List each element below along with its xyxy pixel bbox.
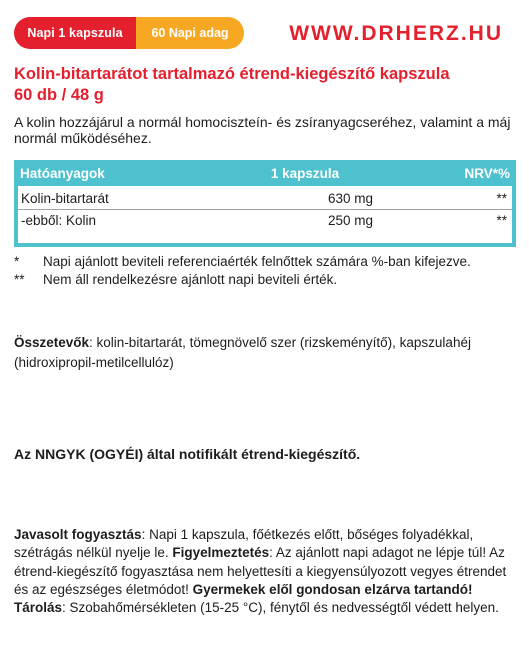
intro-text: A kolin hozzájárul a normál homociszteín- és zsíranyagcseréhez, valamint a máj normál működéséhez. xyxy=(14,114,511,146)
footnote-marker: ** xyxy=(14,272,25,287)
top-bar xyxy=(14,17,515,49)
usage-section xyxy=(14,526,519,617)
footnotes xyxy=(14,253,519,289)
table-row xyxy=(18,188,512,210)
children-warning: Gyermekek elől gondosan elzárva tartandó! xyxy=(192,581,473,597)
row-amount: 250 mg xyxy=(327,213,373,228)
ingredients-text: : kolin-bitartarát, tömegnövelő szer (rizskeményítő), kapszulahéj (hidroxipropil-metilcellulóz) xyxy=(14,335,471,370)
footnote-text: Napi ajánlott beviteli referenciaérték felnőttek számára %-ban kifejezve. xyxy=(43,254,471,269)
nutrition-table xyxy=(14,160,516,247)
dose-badge: Napi 1 kapszula xyxy=(14,17,136,49)
storage-text: : Szobahőmérsékleten (15-25 °C), fénytől és nedvességtől védett helyen. xyxy=(62,600,499,616)
footnote-marker: * xyxy=(14,254,20,269)
product-name: Kolin-bitartarátot tartalmazó étrend-kiegészítő kapszula xyxy=(14,65,450,83)
footnote-text: Nem áll rendelkezésre ajánlott napi beviteli érték. xyxy=(43,272,338,287)
table-row xyxy=(18,210,512,231)
warning-text: : Az ajánlott napi adagot ne lépje túl! Az étrend-kiegészítő fogyasztása nem helyettesíti a kiegyensúlyozott vegyes étrendet és az egészséges életmódot! xyxy=(14,545,507,597)
table-body xyxy=(14,186,516,247)
ingredients-section xyxy=(14,333,519,373)
notification-statement: Az NNGYK (OGYÉI) által notifikált étrend-kiegészítő. xyxy=(14,446,361,462)
header-ingredient: Hatóanyagok xyxy=(20,165,105,181)
row-amount: 630 mg xyxy=(327,191,373,206)
storage-label: Tárolás xyxy=(14,600,63,616)
footnote xyxy=(14,271,519,289)
header-per-capsule: 1 kapszula xyxy=(270,165,340,181)
row-nrv: ** xyxy=(496,191,507,206)
ingredients-label: Összetevők xyxy=(14,335,90,350)
warning-label: Figyelmeztetés xyxy=(172,545,270,561)
dosage-pill xyxy=(14,17,244,49)
days-badge: 60 Napi adag xyxy=(136,17,244,49)
footnote xyxy=(14,253,519,271)
package-size: 60 db / 48 g xyxy=(14,86,104,104)
header-nrv: NRV*% xyxy=(464,165,510,181)
row-name: Kolin-bitartarát xyxy=(21,191,109,206)
usage-text: : Napi 1 kapszula, főétkezés előtt, bőséges folyadékkal, szétrágás nélkül nyelje le. xyxy=(14,527,474,561)
product-title xyxy=(14,64,519,106)
table-header xyxy=(14,160,516,186)
usage-label: Javasolt fogyasztás xyxy=(14,527,142,542)
row-name: -ebből: Kolin xyxy=(21,213,97,228)
website-link[interactable]: WWW.DRHERZ.HU xyxy=(289,22,503,45)
row-nrv: ** xyxy=(496,213,507,228)
